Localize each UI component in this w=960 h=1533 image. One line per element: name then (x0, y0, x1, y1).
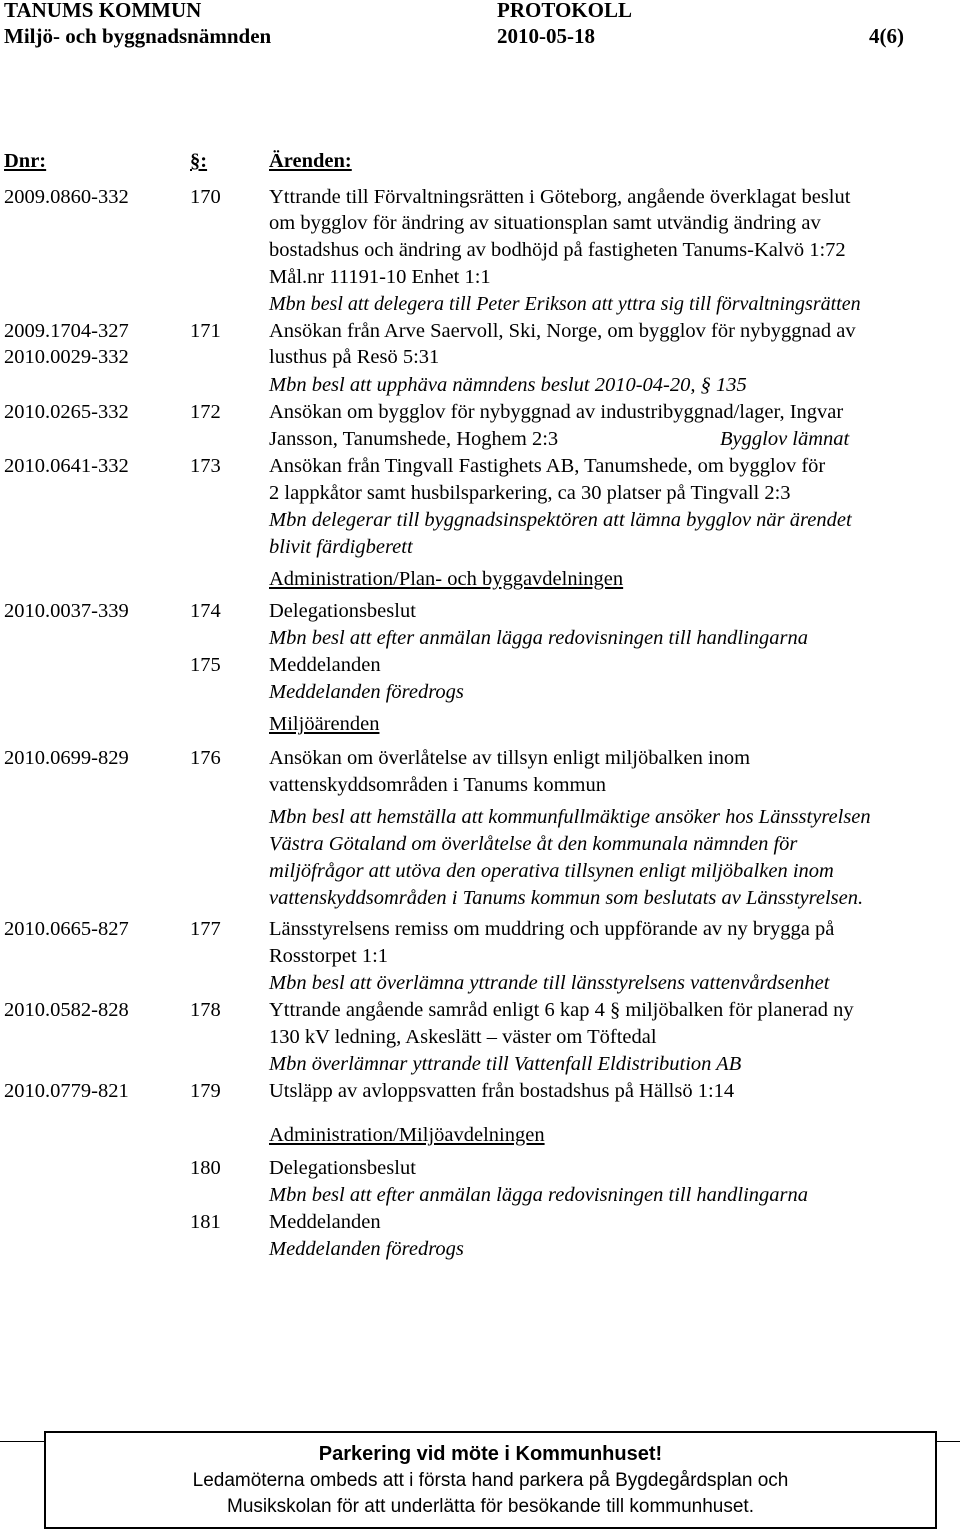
item-176-text: Ansökan om överlåtelse av tillsyn enligt miljöbalken inom (269, 747, 751, 769)
item-171-decision: Mbn besl att upphäva nämndens beslut 2010-04-20, § 135 (269, 374, 747, 396)
item-170-text: Yttrande till Förvaltningsrätten i Göteborg, angående överklagat beslut (269, 186, 851, 208)
column-heading-dnr: Dnr: (4, 150, 47, 172)
item-171-dnr: 2010.0029-332 (4, 346, 129, 368)
item-171-text: lusthus på Resö 5:31 (269, 346, 440, 368)
page-number: 4(6) (869, 24, 904, 48)
item-174-text: Delegationsbeslut (269, 600, 416, 622)
item-173-decision: blivit färdigberett (269, 536, 413, 558)
item-170-text: om bygglov för ändring av situationsplan samt utvändig ändring av (269, 212, 821, 234)
meeting-date: 2010-05-18 (497, 24, 595, 48)
item-176-text: vattenskyddsområden i Tanums kommun (269, 774, 606, 796)
item-170-decision: Mbn besl att delegera till Peter Erikson att yttra sig till förvaltningsrätten (269, 293, 861, 315)
column-heading-paragraph: §: (190, 150, 208, 172)
item-181-number: 181 (190, 1211, 221, 1233)
item-179-dnr: 2010.0779-821 (4, 1080, 129, 1102)
item-178-dnr: 2010.0582-828 (4, 999, 129, 1021)
item-181-decision: Meddelanden föredrogs (269, 1238, 464, 1260)
item-174-decision: Mbn besl att efter anmälan lägga redovisningen till handlingarna (269, 627, 809, 649)
item-173-text: 2 lappkåtor samt husbilsparkering, ca 30 platser på Tingvall 2:3 (269, 482, 791, 504)
item-180-text: Delegationsbeslut (269, 1157, 416, 1179)
item-172-status: Bygglov lämnat (720, 428, 850, 450)
section-heading: Miljöärenden (269, 713, 380, 735)
item-173-decision: Mbn delegerar till byggnadsinspektören att lämna bygglov när ärendet (269, 509, 852, 531)
item-180-number: 180 (190, 1157, 221, 1179)
section-heading: Administration/Miljöavdelningen (269, 1124, 545, 1146)
item-174-dnr: 2010.0037-339 (4, 600, 129, 622)
item-174-number: 174 (190, 600, 221, 622)
item-171-dnr: 2009.1704-327 (4, 320, 129, 342)
parking-notice-heading: Parkering vid möte i Kommunhuset! (318, 1443, 663, 1465)
parking-notice-text: Musikskolan för att underlätta för besökande till kommunhuset. (227, 1496, 754, 1517)
parking-notice-text: Ledamöterna ombeds att i första hand parkera på Bygdegårdsplan och (192, 1470, 789, 1491)
item-178-decision: Mbn överlämnar yttrande till Vattenfall Eldistribution AB (269, 1053, 742, 1075)
item-175-text: Meddelanden (269, 654, 381, 676)
column-heading-matters: Ärenden: (269, 150, 352, 172)
item-170-dnr: 2009.0860-332 (4, 186, 129, 208)
item-172-text: Jansson, Tanumshede, Hoghem 2:3 (269, 428, 559, 450)
item-171-text: Ansökan från Arve Saervoll, Ski, Norge, om bygglov för nybyggnad av (269, 320, 856, 342)
item-181-text: Meddelanden (269, 1211, 381, 1233)
item-176-decision: Västra Götaland om överlåtelse åt den kommunala nämnden för (269, 833, 798, 855)
item-178-text: 130 kV ledning, Askeslätt – väster om Töftedal (269, 1026, 657, 1048)
item-172-dnr: 2010.0265-332 (4, 401, 129, 423)
item-170-number: 170 (190, 186, 221, 208)
item-178-number: 178 (190, 999, 221, 1021)
parking-notice (44, 1431, 937, 1529)
item-173-number: 173 (190, 455, 221, 477)
item-177-number: 177 (190, 918, 221, 940)
section-heading: Administration/Plan- och byggavdelningen (269, 568, 624, 590)
item-177-text: Länsstyrelsens remiss om muddring och uppförande av ny brygga på (269, 918, 835, 940)
item-179-text: Utsläpp av avloppsvatten från bostadshus på Hällsö 1:14 (269, 1080, 735, 1102)
item-177-text: Rosstorpet 1:1 (269, 945, 389, 967)
item-172-text: Ansökan om bygglov för nybyggnad av industribyggnad/lager, Ingvar (269, 401, 844, 423)
item-176-decision: miljöfrågor att utöva den operativa tillsynen enligt miljöbalken inom (269, 860, 834, 882)
item-175-decision: Meddelanden föredrogs (269, 681, 464, 703)
item-180-decision: Mbn besl att efter anmälan lägga redovisningen till handlingarna (269, 1184, 809, 1206)
item-176-decision: Mbn besl att hemställa att kommunfullmäktige ansöker hos Länsstyrelsen (269, 806, 871, 828)
item-170-text: bostadshus och ändring av bodhöjd på fastigheten Tanums-Kalvö 1:72 (269, 239, 846, 261)
item-178-text: Yttrande angående samråd enligt 6 kap 4 § miljöbalken för planerad ny (269, 999, 854, 1021)
item-173-dnr: 2010.0641-332 (4, 455, 129, 477)
document-type: PROTOKOLL (497, 0, 632, 22)
item-172-number: 172 (190, 401, 221, 423)
organization-name: TANUMS KOMMUN (4, 0, 202, 22)
item-175-number: 175 (190, 654, 221, 676)
item-179-number: 179 (190, 1080, 221, 1102)
item-176-number: 176 (190, 747, 221, 769)
committee-name: Miljö- och byggnadsnämnden (4, 24, 272, 48)
item-170-text: Mål.nr 11191-10 Enhet 1:1 (269, 266, 491, 288)
item-171-number: 171 (190, 320, 221, 342)
item-173-text: Ansökan från Tingvall Fastighets AB, Tanumshede, om bygglov för (269, 455, 826, 477)
item-176-decision: vattenskyddsområden i Tanums kommun som beslutats av Länsstyrelsen. (269, 887, 864, 909)
item-176-dnr: 2010.0699-829 (4, 747, 129, 769)
item-177-decision: Mbn besl att överlämna yttrande till länsstyrelsens vattenvårdsenhet (269, 972, 830, 994)
item-177-dnr: 2010.0665-827 (4, 918, 129, 940)
